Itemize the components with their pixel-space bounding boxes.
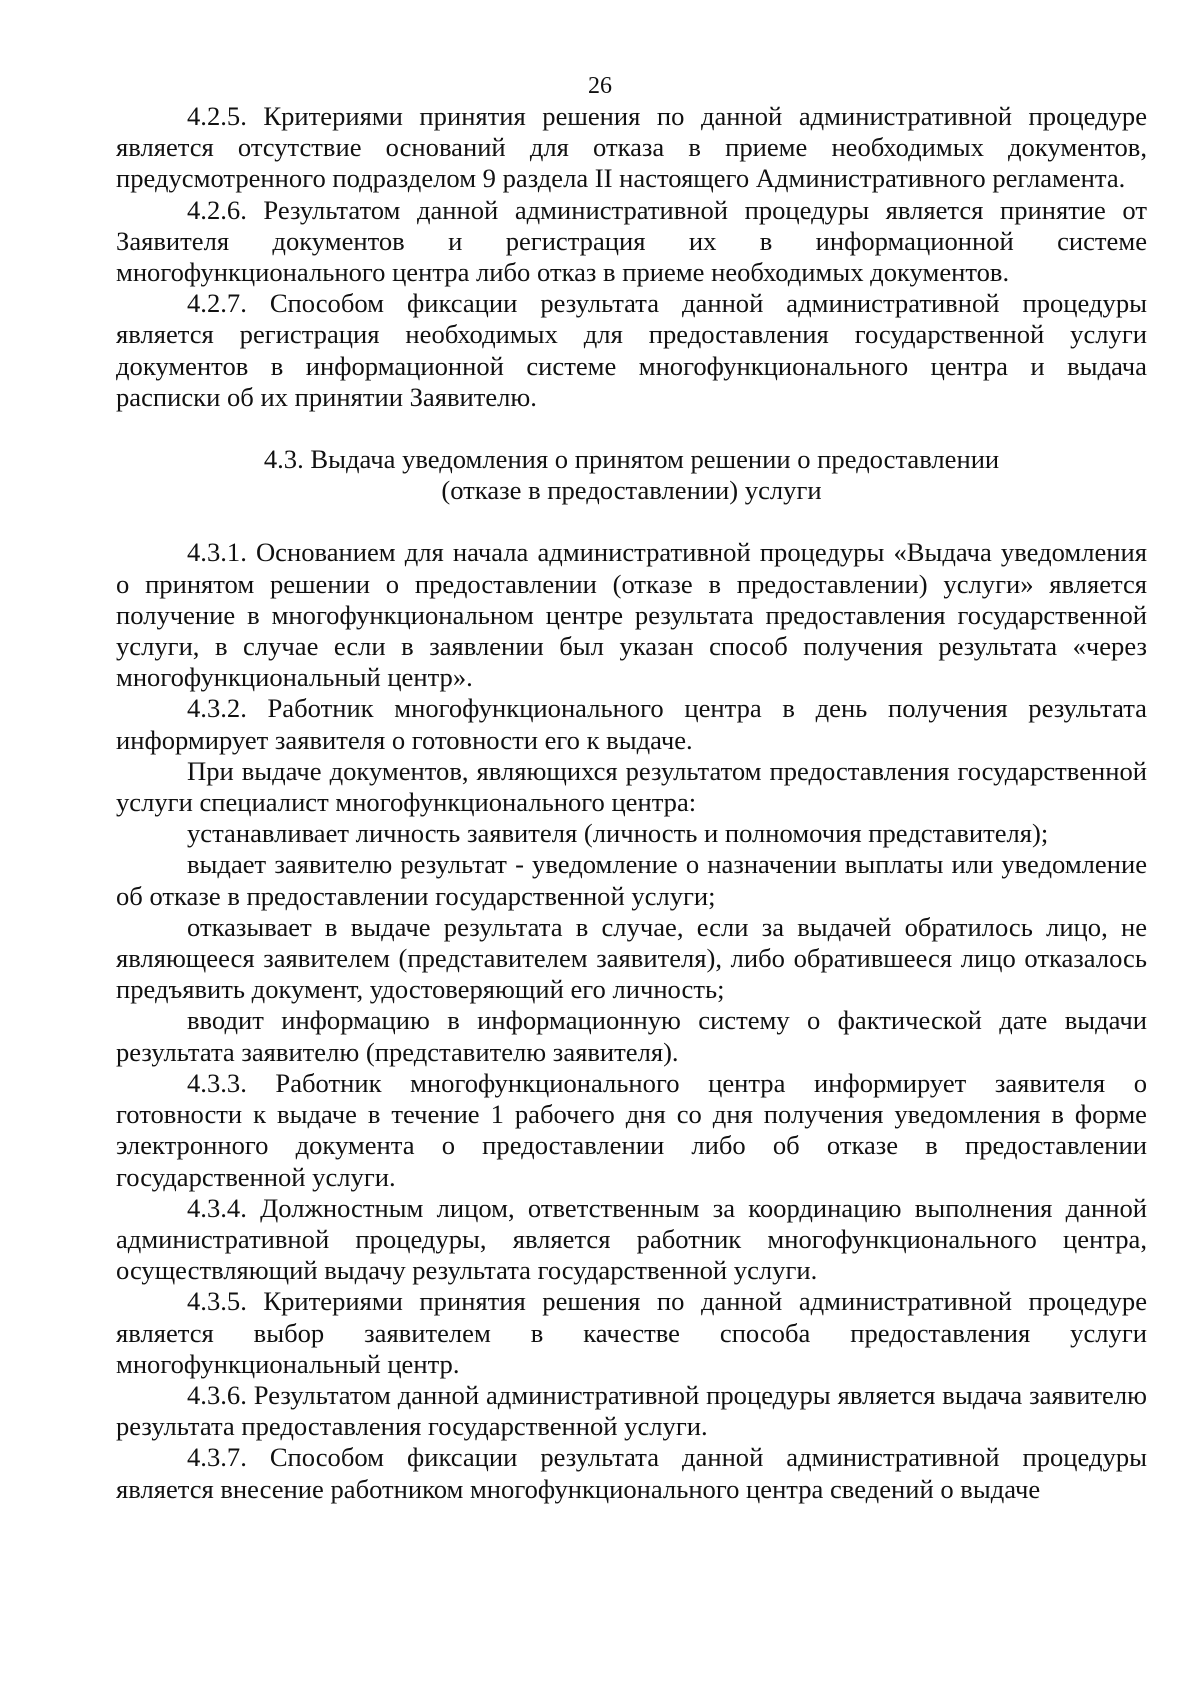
paragraph-4-2-6: 4.2.6. Результатом данной административной процедуры является принятие от Заявителя документов и регистрация их в информационной системе многофункционального центра либо отказ в приеме необходимых документов.: [116, 194, 1147, 288]
paragraph-identity-check: устанавливает личность заявителя (личность и полномочия представителя);: [187, 818, 1049, 849]
section-heading-line-1: 4.3. Выдача уведомления о принятом решении о предоставлении: [263, 444, 1000, 475]
paragraph-4-3-3: 4.3.3. Работник многофункционального центра информирует заявителя о готовности к выдаче в течение 1 рабочего дня со дня получения уведомления в форме электронного документа о предоставлении либо об отказе в предоставлении государственной услуги.: [116, 1067, 1147, 1192]
paragraph-refusal: отказывает в выдаче результата в случае, если за выдачей обратилось лицо, не являющееся заявителем (представителем заявителя), либо обратившееся лицо отказалось предъявить документ, удостоверяющий его личность;: [116, 911, 1147, 1005]
page-number: 26: [588, 73, 612, 99]
paragraph-4-2-5: 4.2.5. Критериями принятия решения по данной административной процедуре является отсутствие оснований для отказа в приеме необходимых документов, предусмотренного подразделом 9 раздела II настоящего Административного регламента.: [116, 101, 1147, 194]
paragraph-4-3-6: 4.3.6. Результатом данной административной процедуры является выдача заявителю результата предоставления государственной услуги.: [116, 1379, 1147, 1442]
section-heading-line-2: (отказе в предоставлении) услуги: [441, 475, 822, 506]
paragraph-4-3-5: 4.3.5. Критериями принятия решения по данной административной процедуре является выбор заявителем в качестве способа предоставления услуги многофункциональный центр.: [116, 1286, 1147, 1379]
paragraph-enter-info: вводит информацию в информационную систему о фактической дате выдачи результата заявителю (представителю заявителя).: [116, 1005, 1147, 1067]
paragraph-4-3-4: 4.3.4. Должностным лицом, ответственным за координацию выполнения данной административной процедуры, является работник многофункционального центра, осуществляющий выдачу результата государственной услуги.: [116, 1192, 1147, 1286]
section-heading: [116, 444, 1147, 506]
paragraph-4-3-7: 4.3.7. Способом фиксации результата данной административной процедуры является внесение работником многофункционального центра сведений о выдаче: [116, 1442, 1147, 1504]
paragraph-4-3-2: 4.3.2. Работник многофункционального центра в день получения результата информирует заявителя о готовности его к выдаче.: [116, 693, 1147, 755]
paragraph-4-3-1: 4.3.1. Основанием для начала административной процедуры «Выдача уведомления о принятом решении о предоставлении (отказе в предоставлении) услуги» является получение в многофункциональном центре результата предоставления государственной услуги, в случае если в заявлении был указан способ получения результата «через многофункциональный центр».: [116, 537, 1147, 693]
paragraph-issuance-intro: При выдаче документов, являющихся результатом предоставления государственной услуги специалист многофункционального центра:: [116, 755, 1147, 818]
document-body: [116, 101, 1147, 1505]
paragraph-4-2-7: 4.2.7. Способом фиксации результата данной административной процедуры является регистрация необходимых для предоставления государственной услуги документов в информационной системе многофункционального центра и выдача расписки об их принятии Заявителю.: [116, 288, 1147, 412]
paragraph-issue-result: выдает заявителю результат - уведомление о назначении выплаты или уведомление об отказе в предоставлении государственной услуги;: [116, 849, 1147, 911]
